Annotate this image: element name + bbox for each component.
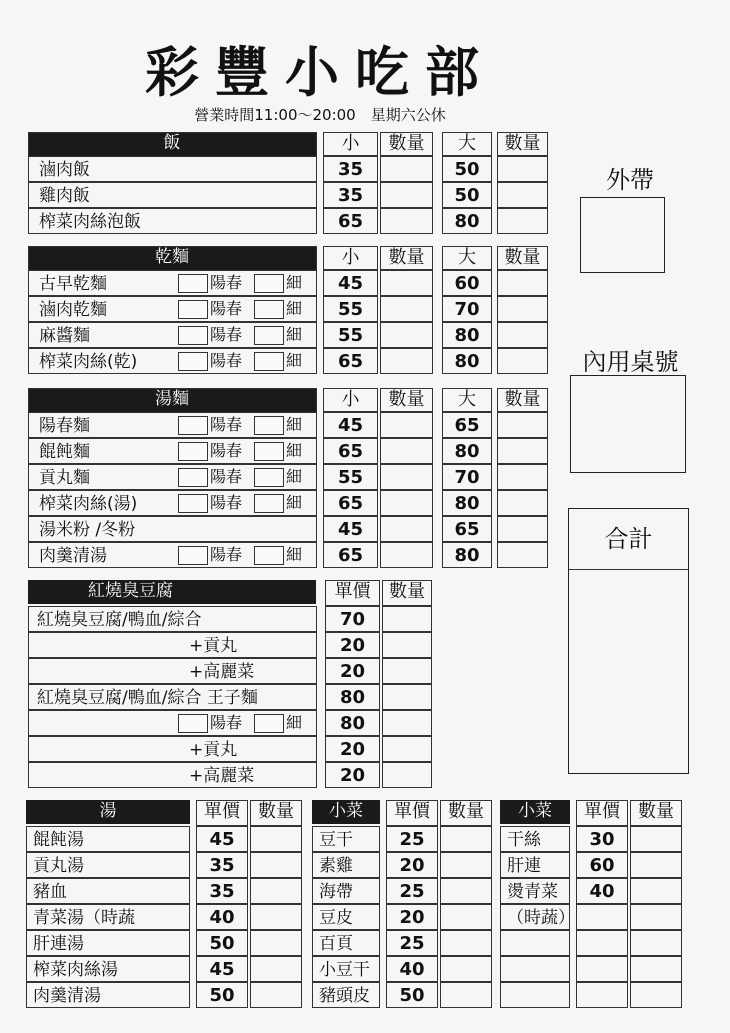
size-large-header: 大 xyxy=(442,388,492,412)
dry_noodles-item-name: 麻醬麵 xyxy=(28,322,317,348)
unit-price: 45 xyxy=(196,956,248,982)
qty-header: 數量 xyxy=(497,246,548,270)
price-small: 65 xyxy=(323,208,378,234)
tofu-item-name: +貢丸 xyxy=(28,736,317,762)
unit-price-header: 單價 xyxy=(325,580,380,606)
qty-field[interactable] xyxy=(630,930,682,956)
price-large: 70 xyxy=(442,464,492,490)
qty-small-field[interactable] xyxy=(380,516,433,542)
qty-large-field[interactable] xyxy=(497,156,548,182)
qty-field[interactable] xyxy=(630,904,682,930)
price-small: 55 xyxy=(323,464,378,490)
qty-header: 數量 xyxy=(380,132,433,156)
price-small: 65 xyxy=(323,490,378,516)
thin-noodle-label: 細 xyxy=(286,545,303,564)
qty-field[interactable] xyxy=(250,904,302,930)
unit-price: 50 xyxy=(386,982,438,1008)
qty-field[interactable] xyxy=(440,852,492,878)
side1-item-name: 豬頭皮 xyxy=(312,982,380,1008)
unit-price: 40 xyxy=(576,878,628,904)
unit-price: 45 xyxy=(196,826,248,852)
yangchun-label: 陽春 xyxy=(210,441,243,460)
price-small: 45 xyxy=(323,516,378,542)
unit-price: 25 xyxy=(386,826,438,852)
qty-field[interactable] xyxy=(440,826,492,852)
soup-item-name: 餛飩湯 xyxy=(26,826,190,852)
qty-field[interactable] xyxy=(382,684,432,710)
unit-price xyxy=(576,956,628,982)
unit-price: 80 xyxy=(325,710,380,736)
qty-header: 數量 xyxy=(440,800,492,826)
qty-field[interactable] xyxy=(630,982,682,1008)
qty-field[interactable] xyxy=(630,826,682,852)
thin-noodle-label: 細 xyxy=(286,415,303,434)
unit-price: 40 xyxy=(196,904,248,930)
qty-field[interactable] xyxy=(382,606,432,632)
rice-item-name: 滷肉飯 xyxy=(28,156,317,182)
side1-item-name: 豆干 xyxy=(312,826,380,852)
price-small: 55 xyxy=(323,322,378,348)
qty-large-field[interactable] xyxy=(497,516,548,542)
unit-price: 80 xyxy=(325,684,380,710)
size-small-header: 小 xyxy=(323,246,378,270)
yangchun-label: 陽春 xyxy=(210,545,243,564)
restaurant-title: 彩豐小吃部 xyxy=(145,40,495,104)
qty-field[interactable] xyxy=(440,904,492,930)
qty-field[interactable] xyxy=(382,736,432,762)
unit-price: 20 xyxy=(325,736,380,762)
soup-item-name: 榨菜肉絲湯 xyxy=(26,956,190,982)
thin-noodle-label: 細 xyxy=(286,351,303,370)
yangchun-checkbox[interactable] xyxy=(178,494,208,513)
yangchun-checkbox[interactable] xyxy=(178,442,208,461)
yangchun-label: 陽春 xyxy=(210,415,243,434)
soup_noodles-item-name: 肉羹清湯 xyxy=(28,542,317,568)
yangchun-label: 陽春 xyxy=(210,299,243,318)
qty-large-field[interactable] xyxy=(497,412,548,438)
qty-large-field[interactable] xyxy=(497,322,548,348)
yangchun-checkbox[interactable] xyxy=(178,546,208,565)
soup-item-name: 青菜湯（時蔬 xyxy=(26,904,190,930)
soup_noodles-item-name: 陽春麵 xyxy=(28,412,317,438)
qty-small-field[interactable] xyxy=(380,464,433,490)
qty-small-field[interactable] xyxy=(380,412,433,438)
price-small: 65 xyxy=(323,542,378,568)
qty-large-field[interactable] xyxy=(497,542,548,568)
thin-noodle-label: 細 xyxy=(286,467,303,486)
unit-price-header: 單價 xyxy=(196,800,248,826)
qty-header: 數量 xyxy=(497,388,548,412)
soup-item-name: 肝連湯 xyxy=(26,930,190,956)
thin-noodle-label: 細 xyxy=(286,299,303,318)
soup_noodles-item-name: 湯米粉 /冬粉 xyxy=(28,516,317,542)
qty-field[interactable] xyxy=(440,930,492,956)
thin-noodle-checkbox[interactable] xyxy=(254,494,284,513)
dry_noodles-item-name: 榨菜肉絲(乾) xyxy=(28,348,317,374)
rice-item-name: 榨菜肉絲泡飯 xyxy=(28,208,317,234)
unit-price-header: 單價 xyxy=(576,800,628,826)
soup-item-name: 豬血 xyxy=(26,878,190,904)
thin-noodle-checkbox[interactable] xyxy=(254,300,284,319)
thin-noodle-checkbox[interactable] xyxy=(254,442,284,461)
qty-field[interactable] xyxy=(382,762,432,788)
tofu-item-name: +高麗菜 xyxy=(28,762,317,788)
qty-header: 數量 xyxy=(630,800,682,826)
qty-field[interactable] xyxy=(382,710,432,736)
side1-item-name: 海帶 xyxy=(312,878,380,904)
side1-item-name: 豆皮 xyxy=(312,904,380,930)
price-large: 80 xyxy=(442,348,492,374)
price-large: 50 xyxy=(442,156,492,182)
price-small: 45 xyxy=(323,412,378,438)
price-large: 50 xyxy=(442,182,492,208)
unit-price xyxy=(576,982,628,1008)
size-large-header: 大 xyxy=(442,132,492,156)
side1-item-name: 百頁 xyxy=(312,930,380,956)
unit-price: 25 xyxy=(386,930,438,956)
soup_noodles-item-name: 餛飩麵 xyxy=(28,438,317,464)
business-hours: 營業時間11:00～20:00 星期六公休 xyxy=(194,106,446,124)
price-small: 65 xyxy=(323,348,378,374)
qty-header: 數量 xyxy=(380,246,433,270)
soup_noodles-section-header: 湯麵 xyxy=(28,388,316,412)
qty-large-field[interactable] xyxy=(497,208,548,234)
price-small: 65 xyxy=(323,438,378,464)
rice-section-header: 飯 xyxy=(28,132,316,156)
price-large: 65 xyxy=(442,412,492,438)
unit-price: 35 xyxy=(196,878,248,904)
qty-small-field[interactable] xyxy=(380,156,433,182)
qty-small-field[interactable] xyxy=(380,322,433,348)
yangchun-label: 陽春 xyxy=(210,493,243,512)
tofu-item-name: 紅燒臭豆腐/鴨血/綜合 xyxy=(28,606,317,632)
total-field[interactable] xyxy=(569,570,688,770)
unit-price: 20 xyxy=(325,658,380,684)
qty-large-field[interactable] xyxy=(497,464,548,490)
qty-small-field[interactable] xyxy=(380,348,433,374)
yangchun-label: 陽春 xyxy=(210,273,243,292)
tofu-item-name: +高麗菜 xyxy=(28,658,317,684)
soup-item-name: 貢丸湯 xyxy=(26,852,190,878)
unit-price: 50 xyxy=(196,982,248,1008)
thin-noodle-checkbox[interactable] xyxy=(254,546,284,565)
unit-price xyxy=(576,930,628,956)
dry_noodles-item-name: 古早乾麵 xyxy=(28,270,317,296)
price-small: 35 xyxy=(323,156,378,182)
side2-item-name: 肝連 xyxy=(500,852,570,878)
unit-price: 25 xyxy=(386,878,438,904)
yangchun-checkbox[interactable] xyxy=(178,274,208,293)
qty-field[interactable] xyxy=(382,658,432,684)
table-number-label: 內用桌號 xyxy=(582,348,679,376)
unit-price: 40 xyxy=(386,956,438,982)
qty-field[interactable] xyxy=(250,878,302,904)
qty-large-field[interactable] xyxy=(497,182,548,208)
thin-noodle-label: 細 xyxy=(286,713,303,732)
yangchun-label: 陽春 xyxy=(210,467,243,486)
qty-small-field[interactable] xyxy=(380,270,433,296)
yangchun-checkbox[interactable] xyxy=(178,468,208,487)
yangchun-label: 陽春 xyxy=(210,325,243,344)
side2-item-name: （時蔬） xyxy=(500,904,570,930)
unit-price: 20 xyxy=(386,852,438,878)
price-large: 60 xyxy=(442,270,492,296)
table-number-field[interactable] xyxy=(570,375,686,473)
qty-field[interactable] xyxy=(250,930,302,956)
qty-field[interactable] xyxy=(440,956,492,982)
unit-price: 35 xyxy=(196,852,248,878)
price-large: 65 xyxy=(442,516,492,542)
thin-noodle-checkbox[interactable] xyxy=(254,468,284,487)
qty-header: 數量 xyxy=(250,800,302,826)
side1-section-header: 小菜 xyxy=(312,800,380,824)
soup-section-header: 湯 xyxy=(26,800,190,824)
tofu-section-header: 紅燒臭豆腐 xyxy=(28,580,316,604)
soup-item-name: 肉羹清湯 xyxy=(26,982,190,1008)
side1-item-name: 素雞 xyxy=(312,852,380,878)
qty-large-field[interactable] xyxy=(497,296,548,322)
qty-header: 數量 xyxy=(380,388,433,412)
qty-large-field[interactable] xyxy=(497,270,548,296)
qty-large-field[interactable] xyxy=(497,490,548,516)
unit-price: 20 xyxy=(325,762,380,788)
price-large: 70 xyxy=(442,296,492,322)
qty-small-field[interactable] xyxy=(380,438,433,464)
qty-field[interactable] xyxy=(630,852,682,878)
side1-item-name: 小豆干 xyxy=(312,956,380,982)
qty-field[interactable] xyxy=(250,852,302,878)
yangchun-checkbox[interactable] xyxy=(178,352,208,371)
unit-price: 60 xyxy=(576,852,628,878)
qty-small-field[interactable] xyxy=(380,490,433,516)
total-label: 合計 xyxy=(569,509,688,570)
qty-field[interactable] xyxy=(250,826,302,852)
yangchun-checkbox[interactable] xyxy=(178,326,208,345)
qty-field[interactable] xyxy=(440,982,492,1008)
total-box xyxy=(568,508,689,774)
unit-price: 30 xyxy=(576,826,628,852)
size-small-header: 小 xyxy=(323,132,378,156)
thin-noodle-label: 細 xyxy=(286,493,303,512)
price-small: 35 xyxy=(323,182,378,208)
qty-small-field[interactable] xyxy=(380,182,433,208)
thin-noodle-label: 細 xyxy=(286,441,303,460)
dry_noodles-section-header: 乾麵 xyxy=(28,246,316,270)
unit-price-header: 單價 xyxy=(386,800,438,826)
yangchun-label: 陽春 xyxy=(210,351,243,370)
qty-large-field[interactable] xyxy=(497,438,548,464)
soup_noodles-item-name: 貢丸麵 xyxy=(28,464,317,490)
qty-small-field[interactable] xyxy=(380,296,433,322)
price-large: 80 xyxy=(442,322,492,348)
thin-noodle-checkbox[interactable] xyxy=(254,714,284,733)
unit-price: 20 xyxy=(386,904,438,930)
thin-noodle-checkbox[interactable] xyxy=(254,416,284,435)
takeout-checkbox[interactable] xyxy=(580,197,665,273)
qty-large-field[interactable] xyxy=(497,348,548,374)
qty-field[interactable] xyxy=(630,878,682,904)
dry_noodles-item-name: 滷肉乾麵 xyxy=(28,296,317,322)
thin-noodle-checkbox[interactable] xyxy=(254,352,284,371)
side2-item-name xyxy=(500,930,570,956)
side2-item-name xyxy=(500,956,570,982)
qty-header: 數量 xyxy=(497,132,548,156)
yangchun-checkbox[interactable] xyxy=(178,300,208,319)
price-large: 80 xyxy=(442,542,492,568)
thin-noodle-label: 細 xyxy=(286,273,303,292)
yangchun-checkbox[interactable] xyxy=(178,714,208,733)
price-large: 80 xyxy=(442,490,492,516)
size-small-header: 小 xyxy=(323,388,378,412)
unit-price: 50 xyxy=(196,930,248,956)
size-large-header: 大 xyxy=(442,246,492,270)
unit-price xyxy=(576,904,628,930)
price-small: 45 xyxy=(323,270,378,296)
qty-field[interactable] xyxy=(630,956,682,982)
qty-small-field[interactable] xyxy=(380,208,433,234)
price-large: 80 xyxy=(442,208,492,234)
side2-item-name: 干絲 xyxy=(500,826,570,852)
side2-item-name xyxy=(500,982,570,1008)
yangchun-label: 陽春 xyxy=(210,713,243,732)
unit-price: 70 xyxy=(325,606,380,632)
tofu-item-name: +貢丸 xyxy=(28,632,317,658)
tofu-item-name: 紅燒臭豆腐/鴨血/綜合 王子麵 xyxy=(28,684,317,710)
yangchun-checkbox[interactable] xyxy=(178,416,208,435)
unit-price: 20 xyxy=(325,632,380,658)
price-large: 80 xyxy=(442,438,492,464)
qty-field[interactable] xyxy=(440,878,492,904)
qty-header: 數量 xyxy=(382,580,432,606)
qty-field[interactable] xyxy=(250,982,302,1008)
soup_noodles-item-name: 榨菜肉絲(湯) xyxy=(28,490,317,516)
thin-noodle-checkbox[interactable] xyxy=(254,326,284,345)
rice-item-name: 雞肉飯 xyxy=(28,182,317,208)
takeout-label: 外帶 xyxy=(606,166,654,194)
side2-item-name: 燙青菜 xyxy=(500,878,570,904)
qty-small-field[interactable] xyxy=(380,542,433,568)
side2-section-header: 小菜 xyxy=(500,800,570,824)
qty-field[interactable] xyxy=(250,956,302,982)
thin-noodle-checkbox[interactable] xyxy=(254,274,284,293)
thin-noodle-label: 細 xyxy=(286,325,303,344)
qty-field[interactable] xyxy=(382,632,432,658)
price-small: 55 xyxy=(323,296,378,322)
